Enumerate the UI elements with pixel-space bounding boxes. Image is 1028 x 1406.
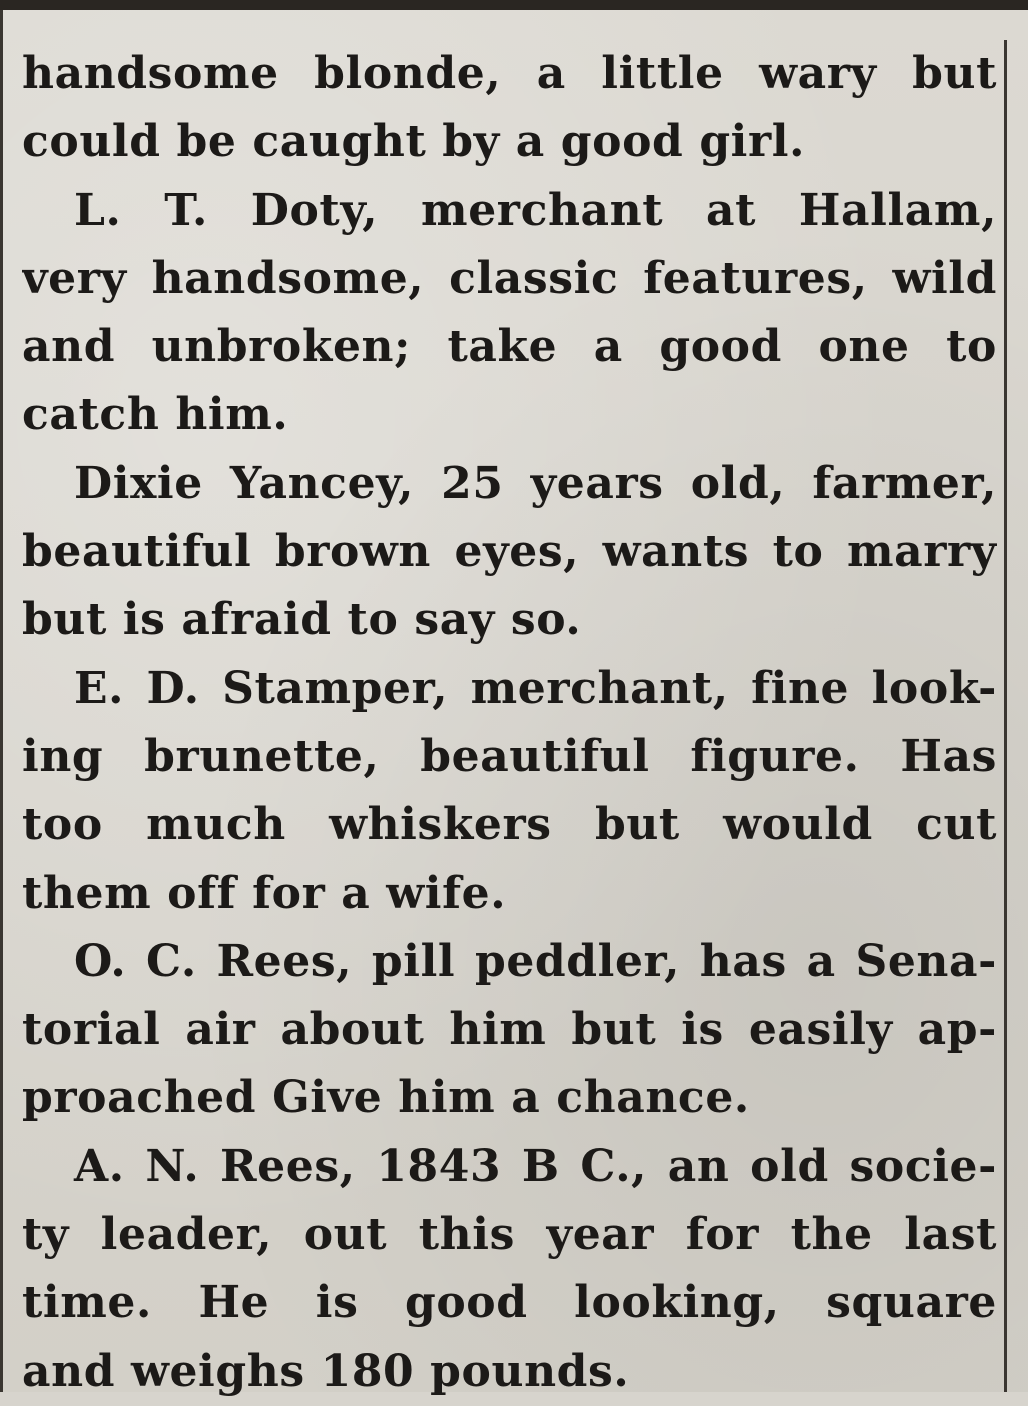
entry-lead-line: O. C. Rees, pill peddler, has a Sena- bbox=[74, 935, 997, 987]
entry-lead-line: L. T. Doty, merchant at Hallam, bbox=[74, 184, 997, 236]
article-column bbox=[22, 40, 997, 1406]
left-column-rule bbox=[0, 10, 3, 1392]
article-line: catch him. bbox=[22, 389, 289, 441]
article-line: ing brunette, beautiful figure. Has bbox=[22, 730, 997, 782]
article-line: handsome blonde, a little wary but bbox=[22, 48, 997, 99]
article-line: time. He is good looking, square bbox=[22, 1277, 997, 1329]
article-line: very handsome, classic features, wild bbox=[22, 252, 997, 304]
article-line: could be caught by a good girl. bbox=[22, 116, 806, 168]
article-line: ty leader, out this year for the last bbox=[22, 1209, 997, 1261]
article-line: them off for a wife. bbox=[22, 867, 507, 919]
entry-lead-line: A. N. Rees, 1843 B C., an old socie- bbox=[74, 1140, 997, 1192]
entry-lead-line: Dixie Yancey, 25 years old, farmer, bbox=[74, 457, 997, 509]
article-line: beautiful brown eyes, wants to marry bbox=[22, 526, 997, 578]
article-line: and unbroken; take a good one to bbox=[22, 321, 997, 373]
entry-lead-line: E. D. Stamper, merchant, fine look- bbox=[74, 662, 997, 714]
article-line: and weighs 180 pounds. bbox=[22, 1345, 630, 1397]
article-line: torial air about him but is easily ap- bbox=[22, 1004, 997, 1056]
article-line: proached Give him a chance. bbox=[22, 1072, 750, 1124]
article-line: too much whiskers but would cut bbox=[22, 799, 997, 851]
top-column-rule bbox=[0, 0, 1028, 10]
right-column-rule bbox=[1004, 40, 1007, 1392]
article-line: but is afraid to say so. bbox=[22, 594, 582, 646]
